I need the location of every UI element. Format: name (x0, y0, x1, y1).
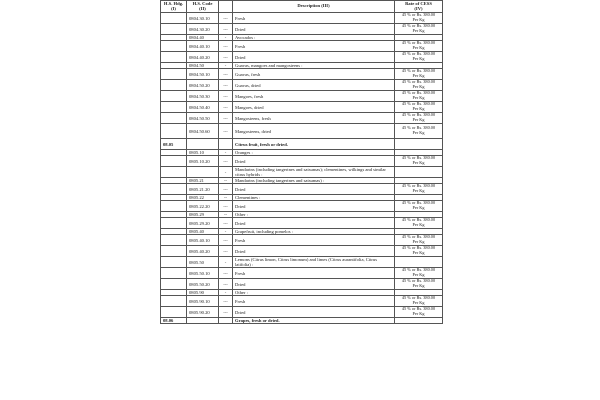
cell-dash: --- (219, 80, 233, 91)
header-hs-code: H.S. Code (II) (187, 1, 219, 13)
cell-hs-code: 0805.10.20 (187, 156, 219, 167)
table-row (161, 235, 443, 246)
cell-description: Grapes, fresh or dried. (233, 318, 395, 324)
cell-rate: 45 % or Rs. 380.00 Per Kg (395, 246, 443, 257)
cell-rate: 45 % or Rs. 380.00 Per Kg (395, 218, 443, 229)
cell-hs-code: 0805.21 (187, 178, 219, 184)
cell-rate: 45 % or Rs. 380.00 Per Kg (395, 91, 443, 102)
cell-rate: 45 % or Rs. 380.00 Per Kg (395, 156, 443, 167)
cell-hs-heading (161, 246, 187, 257)
table-row (161, 69, 443, 80)
cell-hs-code: 0805.29.20 (187, 218, 219, 229)
cell-rate: 45 % or Rs. 380.00 Per Kg (395, 113, 443, 124)
cell-description: Citrus fruit, fresh or dried. (233, 139, 395, 150)
cell-hs-heading (161, 296, 187, 307)
cell-description: Fresh (233, 235, 395, 246)
cell-dash: --- (219, 246, 233, 257)
table-row (161, 279, 443, 290)
header-rate: Rate of CESS (IV) (395, 1, 443, 13)
cell-hs-code: 0805.40.10 (187, 235, 219, 246)
cell-dash: --- (219, 201, 233, 212)
document-page (160, 0, 442, 400)
cell-hs-heading (161, 268, 187, 279)
table-row (161, 80, 443, 91)
cell-rate: 45 % or Rs. 380.00 Per Kg (395, 279, 443, 290)
cell-description: Dried (233, 307, 395, 318)
cell-hs-heading (161, 184, 187, 195)
cell-rate: 45 % or Rs. 380.00 Per Kg (395, 307, 443, 318)
cell-dash: - (219, 167, 233, 178)
table-row (161, 296, 443, 307)
cell-description: Dried (233, 52, 395, 63)
cell-rate (395, 139, 443, 150)
cell-rate: 45 % or Rs. 380.00 Per Kg (395, 296, 443, 307)
table-row (161, 124, 443, 139)
cell-dash: - (219, 35, 233, 41)
cell-rate: 45 % or Rs. 380.00 Per Kg (395, 69, 443, 80)
cell-hs-heading (161, 257, 187, 268)
cell-hs-code: 0804.50 (187, 63, 219, 69)
table-row (161, 91, 443, 102)
cell-hs-code: 0805.21.20 (187, 184, 219, 195)
cell-hs-heading (161, 52, 187, 63)
cell-hs-heading (161, 124, 187, 139)
table-row (161, 307, 443, 318)
cell-hs-code: 0804.40.20 (187, 52, 219, 63)
cell-hs-code: 0805.22.20 (187, 201, 219, 212)
cell-hs-heading (161, 24, 187, 35)
table-row (161, 41, 443, 52)
cell-dash: --- (219, 218, 233, 229)
cell-description: Guavas, dried (233, 80, 395, 91)
cell-description: Dried (233, 24, 395, 35)
cell-description: Oranges : (233, 150, 395, 156)
cell-rate: 45 % or Rs. 380.00 Per Kg (395, 13, 443, 24)
cell-dash: - (219, 257, 233, 268)
cell-rate: 45 % or Rs. 380.00 Per Kg (395, 102, 443, 113)
cell-hs-code: 0805.40 (187, 229, 219, 235)
cell-hs-heading (161, 41, 187, 52)
cell-description: Other : (233, 290, 395, 296)
table-row (161, 167, 443, 178)
table-row (161, 24, 443, 35)
cell-description: Dried (233, 201, 395, 212)
table-row (161, 218, 443, 229)
cell-hs-code: 0805.50.20 (187, 279, 219, 290)
header-hs-heading: H.S. Hdg. (I) (161, 1, 187, 13)
cell-rate: 45 % or Rs. 380.00 Per Kg (395, 201, 443, 212)
cell-dash: - (219, 150, 233, 156)
cell-hs-heading (161, 156, 187, 167)
table-row (161, 156, 443, 167)
cell-hs-code: 0804.50.50 (187, 113, 219, 124)
cell-description: Mandarins (including tangerines and satsumas); clementines, wilkings and similar citrus hybrids : (233, 167, 395, 178)
cell-dash (219, 139, 233, 150)
table-row (161, 102, 443, 113)
cell-rate: 45 % or Rs. 380.00 Per Kg (395, 268, 443, 279)
cell-description: Dried (233, 279, 395, 290)
cell-dash: -- (219, 212, 233, 218)
cell-hs-code (187, 139, 219, 150)
table-row (161, 318, 443, 324)
header-description: Description (III) (233, 1, 395, 13)
cell-dash: --- (219, 296, 233, 307)
cell-dash: - (219, 290, 233, 296)
cell-hs-heading (161, 80, 187, 91)
table-row (161, 13, 443, 24)
cell-description: Dried (233, 184, 395, 195)
cell-hs-code: 0804.50.60 (187, 124, 219, 139)
cell-description: Dried (233, 156, 395, 167)
cell-hs-code (187, 167, 219, 178)
cell-dash: --- (219, 307, 233, 318)
cell-hs-heading (161, 113, 187, 124)
cell-rate: 45 % or Rs. 380.00 Per Kg (395, 41, 443, 52)
cell-description: Grapefruit, including pomelos : (233, 229, 395, 235)
cell-description: Mangosteens, dried (233, 124, 395, 139)
cell-hs-heading (161, 307, 187, 318)
cell-hs-heading (161, 91, 187, 102)
cell-description: Clementines : (233, 195, 395, 201)
header-blank (219, 1, 233, 13)
cell-dash: --- (219, 124, 233, 139)
cell-dash: - (219, 229, 233, 235)
cell-description: Mandarins (including tangerines and satsumas) : (233, 178, 395, 184)
cell-dash: --- (219, 113, 233, 124)
cell-dash: --- (219, 69, 233, 80)
table-row (161, 139, 443, 150)
cell-description: Mangosteens, fresh (233, 113, 395, 124)
cell-description: Guavas, fresh (233, 69, 395, 80)
cell-dash: --- (219, 268, 233, 279)
cell-hs-heading: 08.06 (161, 318, 187, 324)
table-row (161, 268, 443, 279)
cell-rate (395, 257, 443, 268)
table-row (161, 257, 443, 268)
cell-hs-heading (161, 201, 187, 212)
cell-description: Dried (233, 218, 395, 229)
cell-hs-code: 0805.50 (187, 257, 219, 268)
cell-hs-heading (161, 218, 187, 229)
cell-hs-code: 0804.40 (187, 35, 219, 41)
cell-hs-code: 0804.30.20 (187, 24, 219, 35)
cell-rate: 45 % or Rs. 380.00 Per Kg (395, 184, 443, 195)
cell-description: Fresh (233, 13, 395, 24)
cell-description: Fresh (233, 268, 395, 279)
table-row (161, 201, 443, 212)
cell-hs-code: 0804.50.40 (187, 102, 219, 113)
cell-hs-code: 0805.50.10 (187, 268, 219, 279)
cell-hs-code: 0805.10 (187, 150, 219, 156)
cell-dash (219, 318, 233, 324)
table-row (161, 52, 443, 63)
cell-hs-heading (161, 167, 187, 178)
cell-hs-heading (161, 235, 187, 246)
cell-dash: --- (219, 102, 233, 113)
cell-dash: --- (219, 41, 233, 52)
cell-hs-code: 0805.40.20 (187, 246, 219, 257)
cell-hs-heading: 08.05 (161, 139, 187, 150)
tariff-table (160, 0, 443, 324)
cell-dash: --- (219, 13, 233, 24)
cell-hs-code: 0805.29 (187, 212, 219, 218)
cell-hs-heading (161, 69, 187, 80)
cell-dash: --- (219, 24, 233, 35)
cell-description: Guavas, mangoes and mangosteens : (233, 63, 395, 69)
cell-description: Dried (233, 246, 395, 257)
cell-dash: --- (219, 156, 233, 167)
cell-rate: 45 % or Rs. 380.00 Per Kg (395, 235, 443, 246)
cell-hs-heading (161, 279, 187, 290)
cell-rate (395, 167, 443, 178)
cell-description: Fresh (233, 296, 395, 307)
cell-hs-code: 0805.22 (187, 195, 219, 201)
cell-description: Avocados : (233, 35, 395, 41)
cell-hs-heading (161, 13, 187, 24)
cell-description: Lemons (Citrus limon, Citrus limonum) and limes (Citrus aurantifolia, Citrus latifolia) : (233, 257, 395, 268)
cell-rate: 45 % or Rs. 380.00 Per Kg (395, 80, 443, 91)
cell-description: Mangoes, dried (233, 102, 395, 113)
cell-dash: -- (219, 195, 233, 201)
cell-hs-code: 0805.90 (187, 290, 219, 296)
cell-dash: -- (219, 178, 233, 184)
cell-hs-code: 0804.30.10 (187, 13, 219, 24)
table-row (161, 113, 443, 124)
cell-hs-code (187, 318, 219, 324)
cell-dash: --- (219, 235, 233, 246)
table-header-row (161, 1, 443, 13)
cell-description: Fresh (233, 41, 395, 52)
cell-description: Mangoes, fresh (233, 91, 395, 102)
cell-hs-code: 0805.90.20 (187, 307, 219, 318)
table-row (161, 184, 443, 195)
table-row (161, 246, 443, 257)
cell-dash: --- (219, 52, 233, 63)
cell-dash: --- (219, 184, 233, 195)
cell-hs-heading (161, 102, 187, 113)
cell-dash: --- (219, 91, 233, 102)
cell-rate: 45 % or Rs. 380.00 Per Kg (395, 52, 443, 63)
cell-description: Other : (233, 212, 395, 218)
cell-hs-code: 0804.50.10 (187, 69, 219, 80)
cell-rate (395, 318, 443, 324)
cell-hs-code: 0804.50.30 (187, 91, 219, 102)
cell-hs-code: 0804.50.20 (187, 80, 219, 91)
cell-rate: 45 % or Rs. 380.00 Per Kg (395, 124, 443, 139)
cell-dash: --- (219, 279, 233, 290)
cell-dash: - (219, 63, 233, 69)
cell-rate: 45 % or Rs. 380.00 Per Kg (395, 24, 443, 35)
cell-hs-code: 0805.90.10 (187, 296, 219, 307)
cell-hs-code: 0804.40.10 (187, 41, 219, 52)
